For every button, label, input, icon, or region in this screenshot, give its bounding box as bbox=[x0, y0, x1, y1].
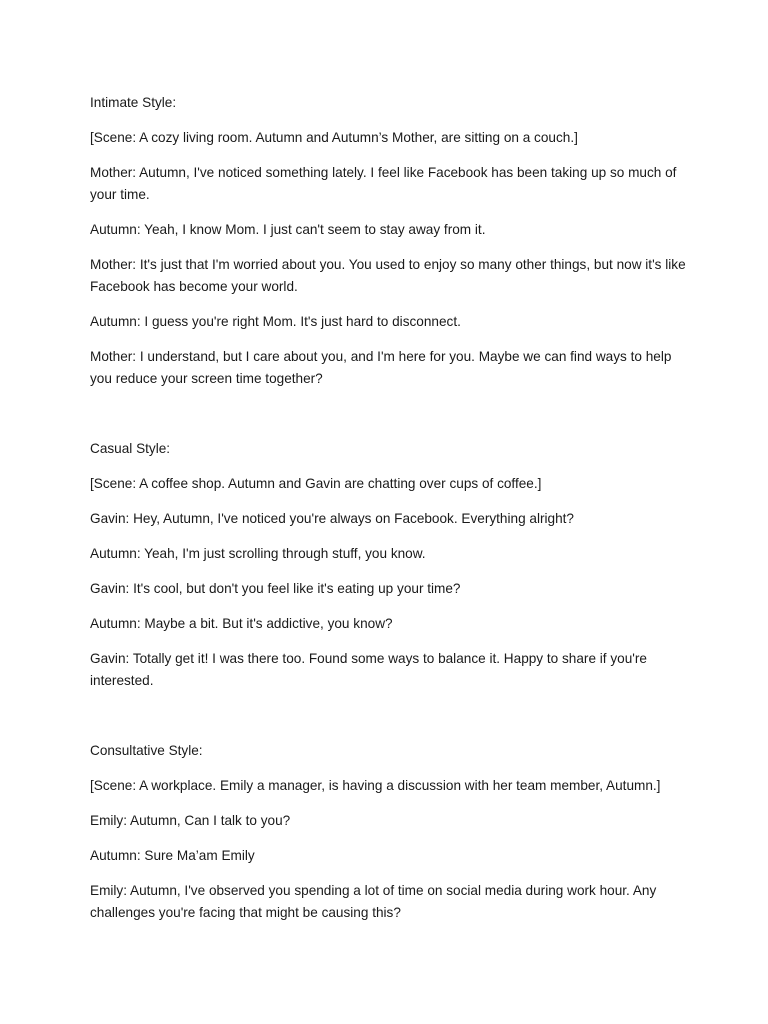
document-body bbox=[90, 92, 690, 937]
scene-description: [Scene: A workplace. Emily a manager, is having a discussion with her team member, Autumn.] bbox=[90, 778, 661, 793]
section-spacer bbox=[90, 705, 690, 740]
dialogue-line: Mother: Autumn, I've noticed something lately. I feel like Facebook has been taking up so much of your time. bbox=[90, 165, 677, 202]
section-heading: Consultative Style: bbox=[90, 743, 203, 758]
section-heading: Intimate Style: bbox=[90, 95, 177, 110]
dialogue-line: Autumn: Yeah, I'm just scrolling through stuff, you know. bbox=[90, 546, 426, 561]
dialogue-line: Mother: It's just that I'm worried about you. You used to enjoy so many other things, but now it's like Facebook has become your world. bbox=[90, 257, 686, 294]
dialogue-line: Gavin: Hey, Autumn, I've noticed you're always on Facebook. Everything alright? bbox=[90, 511, 574, 526]
dialogue-line: Autumn: I guess you're right Mom. It's just hard to disconnect. bbox=[90, 314, 461, 329]
scene-description: [Scene: A cozy living room. Autumn and Autumn’s Mother, are sitting on a couch.] bbox=[90, 130, 578, 145]
section-spacer bbox=[90, 403, 690, 438]
dialogue-line: Autumn: Sure Ma’am Emily bbox=[90, 848, 255, 863]
dialogue-line: Gavin: It's cool, but don't you feel like it's eating up your time? bbox=[90, 581, 461, 596]
section-heading: Casual Style: bbox=[90, 441, 171, 456]
dialogue-line: Emily: Autumn, Can I talk to you? bbox=[90, 813, 291, 828]
dialogue-line: Emily: Autumn, I've observed you spending a lot of time on social media during work hour. Any challenges you're facing that might be causing this? bbox=[90, 883, 657, 920]
scene-description: [Scene: A coffee shop. Autumn and Gavin are chatting over cups of coffee.] bbox=[90, 476, 542, 491]
dialogue-line: Autumn: Yeah, I know Mom. I just can't seem to stay away from it. bbox=[90, 222, 486, 237]
dialogue-line: Gavin: Totally get it! I was there too. Found some ways to balance it. Happy to share if you're interested. bbox=[90, 651, 647, 688]
dialogue-line: Mother: I understand, but I care about you, and I'm here for you. Maybe we can find ways to help you reduce your screen time together? bbox=[90, 349, 672, 386]
dialogue-line: Autumn: Maybe a bit. But it's addictive, you know? bbox=[90, 616, 393, 631]
